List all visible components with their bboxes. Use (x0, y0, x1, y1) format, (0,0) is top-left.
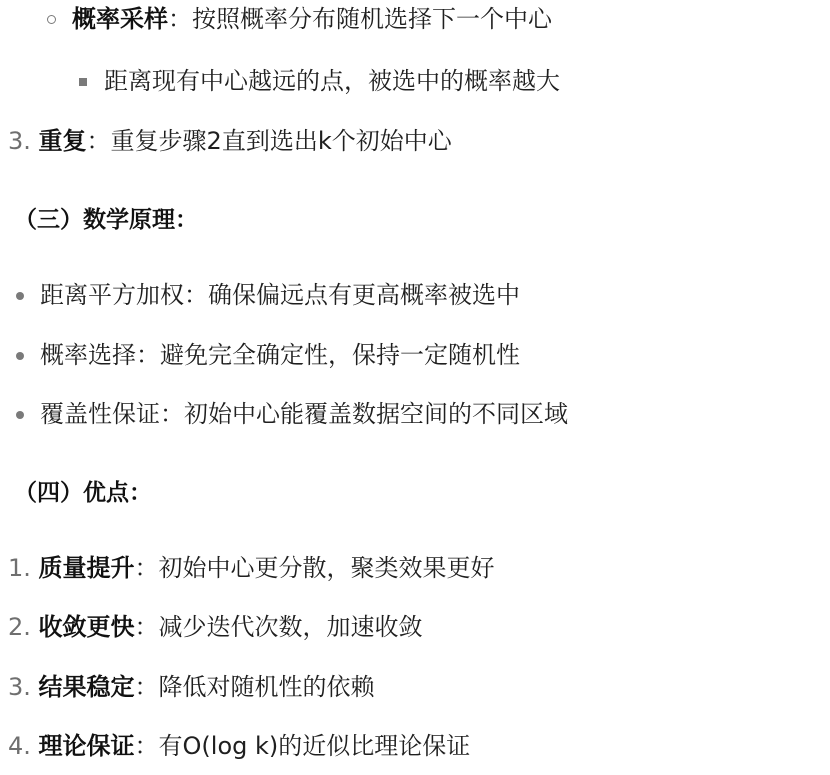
step-3-label: 重复 (38, 127, 87, 155)
probability-sampling-text: ：按照概率分布随机选择下一个中心 (168, 5, 552, 33)
step-3-item (8, 124, 452, 158)
advantage-text: ：初始中心更分散，聚类效果更好 (134, 554, 495, 582)
square-bullet-icon (79, 78, 87, 86)
step-3-text: ：重复步骤2直到选出k个初始中心 (86, 127, 452, 155)
math-item-text: 距离平方加权：确保偏远点有更高概率被选中 (40, 281, 520, 309)
advantage-label: 质量提升 (38, 554, 135, 582)
advantage-item (8, 551, 495, 585)
advantage-number: 4. (8, 732, 31, 760)
advantage-text: ：降低对随机性的依赖 (134, 673, 375, 701)
bullet-dot-icon (16, 352, 24, 360)
math-item (40, 397, 568, 431)
circle-bullet-icon (47, 15, 56, 24)
advantage-item (8, 729, 470, 763)
advantage-number: 2. (8, 613, 31, 641)
math-principles-heading: （三）数学原理： (14, 207, 198, 233)
advantage-number: 3. (8, 673, 31, 701)
math-item-text: 概率选择：避免完全确定性，保持一定随机性 (40, 341, 520, 369)
advantage-item (8, 670, 375, 704)
advantage-text: ：有O(log k)的近似比理论保证 (134, 732, 471, 760)
distance-farther-item (104, 64, 560, 98)
advantage-text: ：减少迭代次数，加速收敛 (134, 613, 423, 641)
bullet-dot-icon (16, 292, 24, 300)
advantage-number: 1. (8, 554, 31, 582)
advantage-item (8, 610, 423, 644)
math-item-text: 覆盖性保证：初始中心能覆盖数据空间的不同区域 (40, 400, 568, 428)
advantage-label: 收敛更快 (38, 613, 135, 641)
math-item (40, 338, 520, 372)
math-item (40, 278, 520, 312)
advantages-heading: （四）优点： (14, 480, 152, 506)
probability-sampling-label: 概率采样 (72, 5, 168, 33)
advantage-label: 结果稳定 (38, 673, 135, 701)
advantage-label: 理论保证 (38, 732, 135, 760)
step-3-number: 3. (8, 127, 31, 155)
distance-farther-text: 距离现有中心越远的点，被选中的概率越大 (104, 67, 560, 95)
bullet-dot-icon (16, 411, 24, 419)
probability-sampling-item (72, 2, 552, 36)
